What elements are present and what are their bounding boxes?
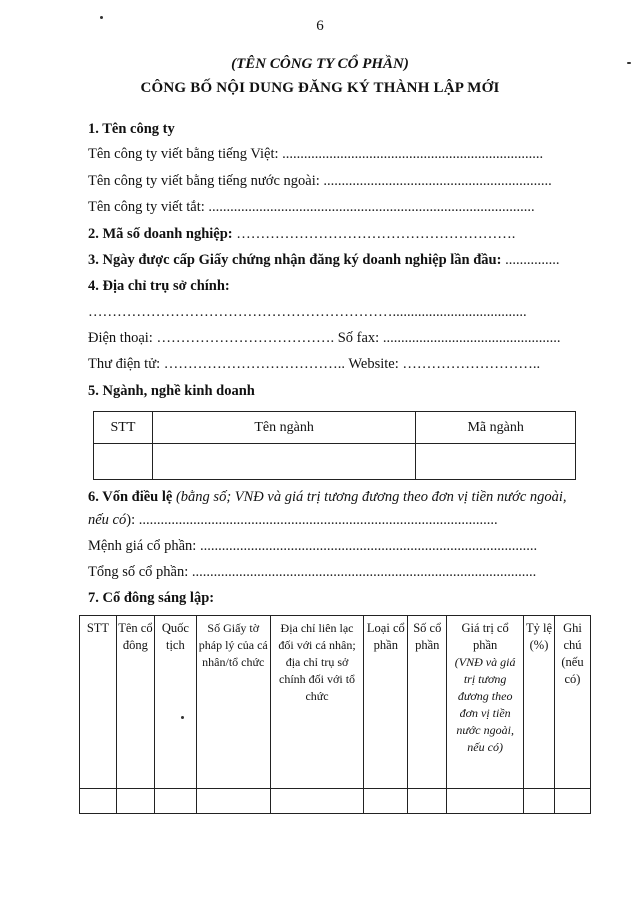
header-share-value bbox=[447, 616, 524, 789]
phone-fax-line bbox=[88, 330, 560, 347]
header-legal-document-number: Số Giấy tờ pháp lý của cá nhân/tổ chức bbox=[196, 616, 270, 789]
section-2-heading: 2. Mã số doanh nghiệp: bbox=[88, 226, 233, 242]
section-3-heading: 3. Ngày được cấp Giấy chứng nhận đăng ký doanh nghiệp lần đầu: bbox=[88, 252, 502, 268]
charter-capital-line bbox=[88, 512, 498, 529]
total-shares-line bbox=[88, 564, 536, 581]
table-header-row bbox=[80, 616, 591, 789]
header-shareholder-name: Tên cổ đông bbox=[116, 616, 154, 789]
business-lines-table bbox=[93, 411, 576, 480]
cell-share-count[interactable] bbox=[408, 789, 447, 814]
cell-industry-name[interactable] bbox=[152, 444, 415, 480]
section-2-line bbox=[88, 226, 515, 243]
scan-speck bbox=[627, 62, 631, 64]
charter-capital-field[interactable]: ................................................................................................... bbox=[138, 512, 498, 528]
header-industry-code: Mã ngành bbox=[416, 412, 576, 444]
scan-speck bbox=[100, 16, 103, 19]
phone-field[interactable]: ………………………………. bbox=[156, 330, 335, 346]
par-value-label: Mệnh giá cổ phần: bbox=[88, 538, 197, 554]
table-header-row bbox=[94, 412, 576, 444]
charter-capital-note-end: ): bbox=[126, 512, 136, 528]
share-value-main: Giá trị cổ phần bbox=[461, 621, 509, 652]
short-name-line bbox=[88, 199, 535, 216]
header-stt: STT bbox=[80, 616, 117, 789]
header-note: Ghi chú (nếu có) bbox=[554, 616, 590, 789]
header-share-type: Loại cổ phần bbox=[364, 616, 408, 789]
cell-stt[interactable] bbox=[80, 789, 117, 814]
short-name-label: Tên công ty viết tắt: bbox=[88, 199, 205, 215]
website-field[interactable]: ……………………….. bbox=[402, 356, 541, 372]
charter-capital-note-cont: nếu có bbox=[88, 512, 127, 528]
founding-shareholders-table bbox=[79, 615, 591, 814]
cell-ratio[interactable] bbox=[524, 789, 555, 814]
foreign-name-line bbox=[88, 173, 552, 190]
header-contact-address: Địa chỉ liên lạc đối với cá nhân; địa chỉ trụ sở chính đối với tổ chức bbox=[270, 616, 364, 789]
vietnamese-name-label: Tên công ty viết bằng tiếng Việt: bbox=[88, 146, 279, 162]
email-website-line bbox=[88, 356, 540, 373]
header-industry-name: Tên ngành bbox=[152, 412, 415, 444]
total-shares-label: Tổng số cổ phần: bbox=[88, 564, 189, 580]
table-row bbox=[80, 789, 591, 814]
vietnamese-name-line bbox=[88, 146, 543, 163]
section-6-line bbox=[88, 489, 567, 506]
email-label: Thư điện tử: bbox=[88, 356, 161, 372]
foreign-name-field[interactable]: ............................................................... bbox=[323, 173, 552, 189]
page-number: 6 bbox=[316, 18, 324, 34]
par-value-line bbox=[88, 538, 537, 555]
cell-share-type[interactable] bbox=[364, 789, 408, 814]
first-issue-date-field[interactable]: ............... bbox=[505, 252, 560, 268]
header-share-count: Số cổ phần bbox=[408, 616, 447, 789]
scan-speck bbox=[181, 716, 184, 719]
section-5-heading: 5. Ngành, nghề kinh doanh bbox=[88, 383, 255, 399]
enterprise-code-field[interactable]: …………………………………………………. bbox=[236, 226, 516, 242]
section-7-heading: 7. Cổ đông sáng lập: bbox=[88, 590, 215, 606]
header-stt: STT bbox=[94, 412, 153, 444]
address-field[interactable] bbox=[88, 304, 527, 321]
cell-nationality[interactable] bbox=[154, 789, 196, 814]
share-value-note: (VNĐ và giá trị tương đương theo đơn vị tiền nước ngoài, nếu có) bbox=[454, 655, 516, 754]
table-row bbox=[94, 444, 576, 480]
address-dots: ………………………………………………………..................................... bbox=[88, 304, 527, 320]
cell-shareholder-name[interactable] bbox=[116, 789, 154, 814]
cell-legal-document-number[interactable] bbox=[196, 789, 270, 814]
cell-note[interactable] bbox=[554, 789, 590, 814]
short-name-field[interactable]: .......................................................................................... bbox=[208, 199, 535, 215]
section-4-heading: 4. Địa chỉ trụ sở chính: bbox=[88, 278, 230, 294]
fax-label: Số fax: bbox=[337, 330, 380, 346]
company-name-placeholder: (TÊN CÔNG TY CỔ PHẦN) bbox=[231, 56, 409, 72]
par-value-field[interactable]: ............................................................................................. bbox=[199, 538, 538, 554]
email-field[interactable]: ……………………………….. bbox=[163, 356, 345, 372]
cell-industry-code[interactable] bbox=[416, 444, 576, 480]
section-3-line bbox=[88, 252, 559, 269]
website-label: Website: bbox=[348, 356, 399, 372]
cell-contact-address[interactable] bbox=[270, 789, 364, 814]
cell-stt[interactable] bbox=[94, 444, 153, 480]
cell-share-value[interactable] bbox=[447, 789, 524, 814]
document-title: CÔNG BỐ NỘI DUNG ĐĂNG KÝ THÀNH LẬP MỚI bbox=[140, 80, 500, 96]
section-1-heading: 1. Tên công ty bbox=[88, 121, 175, 137]
vietnamese-name-field[interactable]: ........................................................................ bbox=[282, 146, 544, 162]
header-ratio: Tỷ lệ (%) bbox=[524, 616, 555, 789]
header-nationality: Quốc tịch bbox=[154, 616, 196, 789]
phone-label: Điện thoại: bbox=[88, 330, 153, 346]
section-6-heading: 6. Vốn điều lệ bbox=[88, 489, 173, 505]
fax-field[interactable]: ................................................. bbox=[382, 330, 561, 346]
foreign-name-label: Tên công ty viết bằng tiếng nước ngoài: bbox=[88, 173, 320, 189]
total-shares-field[interactable]: ............................................................................................... bbox=[191, 564, 537, 580]
charter-capital-note: (bằng số; VNĐ và giá trị tương đương theo đơn vị tiền nước ngoài, bbox=[175, 489, 567, 505]
